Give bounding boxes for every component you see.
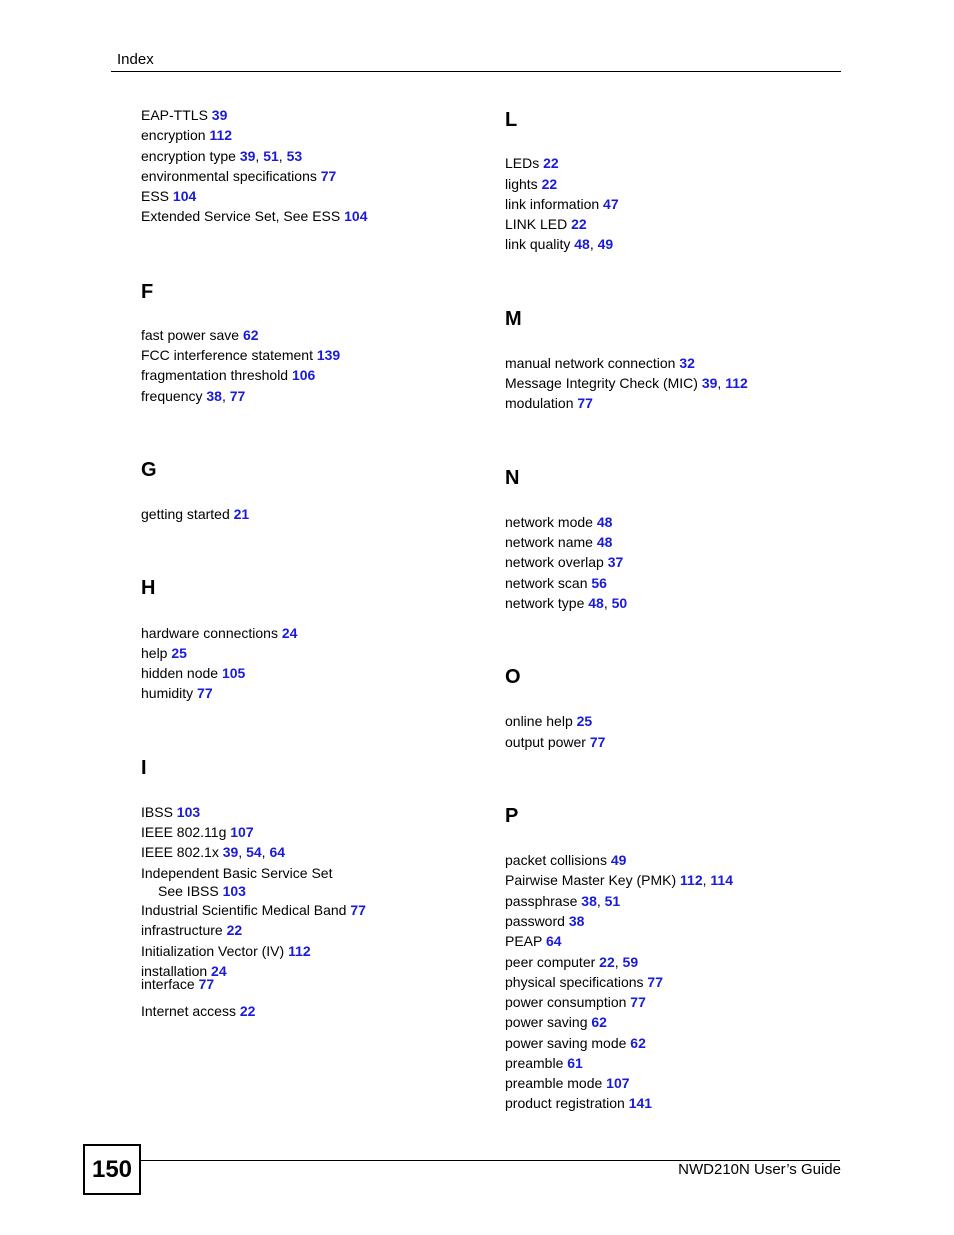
index-term: power saving mode: [505, 1035, 627, 1051]
page-reference-link[interactable]: 22: [541, 176, 558, 192]
index-entry: [505, 993, 646, 1011]
index-entry: [141, 823, 254, 841]
page-reference-link[interactable]: 77: [197, 685, 213, 701]
index-entry: passphrase 38, 51: [505, 893, 621, 909]
index-term: help: [141, 645, 168, 661]
index-term: LEDs: [505, 155, 540, 171]
index-letter-heading: F: [141, 281, 154, 303]
index-entry: [141, 1002, 255, 1020]
index-term: preamble: [505, 1055, 564, 1071]
index-term: hidden node: [141, 665, 219, 681]
page-reference-link[interactable]: 22: [571, 216, 587, 232]
index-term: power consumption: [505, 994, 627, 1010]
page-reference-link[interactable]: 104: [344, 208, 368, 224]
page-reference-link[interactable]: 38: [206, 388, 222, 404]
index-entry: peer computer 22, 59: [505, 954, 639, 970]
index-entry: frequency 38, 77: [141, 388, 246, 404]
index-term: network mode: [505, 514, 593, 530]
index-term: power saving: [505, 1014, 588, 1030]
index-term: link information: [505, 196, 600, 212]
index-term: network scan: [505, 575, 588, 591]
page-reference-link[interactable]: 39: [222, 844, 239, 860]
page-reference-link[interactable]: 107: [606, 1075, 630, 1091]
page-reference-link[interactable]: 64: [269, 844, 286, 860]
index-entry: [141, 346, 340, 364]
index-term: interface: [141, 976, 195, 992]
page-reference-link[interactable]: 105: [221, 665, 246, 681]
index-letter-heading: G: [141, 459, 157, 481]
index-term: FCC interference statement: [141, 347, 313, 363]
index-entry: [505, 175, 557, 193]
index-term: humidity: [141, 685, 194, 701]
page-reference-link[interactable]: 77: [229, 388, 246, 404]
index-term: encryption: [141, 127, 206, 143]
index-term: getting started: [141, 506, 230, 522]
page-reference-link[interactable]: 38: [568, 913, 585, 929]
page-reference-link[interactable]: 112: [725, 375, 748, 391]
page-reference-link[interactable]: 48: [574, 236, 590, 252]
index-letter-heading: I: [141, 757, 147, 779]
index-entry: Pairwise Master Key (PMK) 112, 114: [505, 872, 734, 888]
index-letter-heading: O: [505, 666, 521, 688]
index-entry: [141, 167, 336, 185]
page-reference-link[interactable]: 22: [543, 155, 559, 171]
index-entry: [505, 1094, 652, 1112]
page-reference-link[interactable]: 32: [679, 355, 695, 371]
page-reference-link[interactable]: 38: [581, 893, 597, 909]
page-reference-link[interactable]: 49: [597, 236, 614, 252]
index-entry: [505, 354, 695, 372]
page-reference-link[interactable]: 62: [591, 1014, 607, 1030]
index-term: Industrial Scientific Medical Band: [141, 902, 347, 918]
index-entry: [505, 195, 619, 213]
index-entry: [141, 684, 213, 702]
guide-title: NWD210N User’s Guide: [678, 1161, 841, 1178]
index-term: network type: [505, 595, 585, 611]
page-reference-link[interactable]: 77: [577, 395, 593, 411]
index-term: modulation: [505, 395, 574, 411]
page-reference-link[interactable]: 48: [596, 534, 613, 550]
index-subentry-term: See IBSS: [158, 883, 219, 899]
page-reference-link[interactable]: 24: [281, 625, 298, 641]
index-term: Initialization Vector (IV): [141, 943, 285, 959]
index-entry: network type 48, 50: [505, 595, 628, 611]
index-term: ESS: [141, 188, 170, 204]
index-term: installation: [141, 963, 208, 979]
index-term: IEEE 802.1x: [141, 844, 219, 860]
index-term: lights: [505, 176, 538, 192]
index-entry: [141, 975, 214, 993]
index-entry: [505, 851, 626, 869]
page-reference-link[interactable]: 49: [610, 852, 627, 868]
index-entry: link quality 48, 49: [505, 236, 614, 252]
index-entry: [505, 712, 592, 730]
index-entry: [141, 106, 227, 124]
page-reference-link[interactable]: 53: [286, 148, 303, 164]
index-term: encryption type: [141, 148, 236, 164]
index-term: Extended Service Set, See ESS: [141, 208, 341, 224]
page-reference-link[interactable]: 21: [233, 506, 250, 522]
page-reference-link[interactable]: 22: [599, 954, 615, 970]
index-entry: [505, 1074, 630, 1092]
index-entry: [141, 187, 196, 205]
index-term: password: [505, 913, 565, 929]
page-reference-link[interactable]: 56: [591, 575, 607, 591]
index-term: manual network connection: [505, 355, 676, 371]
index-entry: [141, 664, 245, 682]
page-reference-link[interactable]: 39: [239, 148, 256, 164]
index-term: IEEE 802.11g: [141, 824, 227, 840]
page-reference-link[interactable]: 62: [630, 1035, 646, 1051]
index-entry: Message Integrity Check (MIC) 39, 112: [505, 375, 748, 391]
index-entry: [505, 215, 587, 233]
index-term: preamble mode: [505, 1075, 603, 1091]
index-entry: [505, 513, 612, 531]
index-letter-heading: L: [505, 109, 518, 131]
index-entry: [505, 932, 562, 950]
page-reference-link[interactable]: 54: [246, 844, 262, 860]
page-reference-link[interactable]: 61: [567, 1055, 583, 1071]
page-reference-link[interactable]: 48: [588, 595, 604, 611]
page-reference-link[interactable]: 51: [263, 148, 279, 164]
index-term: online help: [505, 713, 573, 729]
index-letter-heading: N: [505, 467, 520, 489]
index-entry: IEEE 802.1x 39, 54, 64: [141, 844, 286, 860]
index-entry: [505, 394, 593, 412]
index-term: infrastructure: [141, 922, 223, 938]
index-letter-heading: H: [141, 577, 156, 599]
index-entry: [141, 803, 200, 821]
index-term: link quality: [505, 236, 571, 252]
index-term: fast power save: [141, 327, 240, 343]
page-reference-link[interactable]: 24: [211, 963, 227, 979]
page-reference-link[interactable]: 77: [647, 974, 663, 990]
page-reference-link[interactable]: 59: [622, 954, 639, 970]
page-reference-link[interactable]: 50: [611, 595, 628, 611]
page-reference-link[interactable]: 39: [211, 107, 228, 123]
index-entry: [505, 533, 612, 551]
index-term: environmental specifications: [141, 168, 317, 184]
index-entry: [505, 1054, 583, 1072]
index-entry: [505, 574, 607, 592]
page-reference-link[interactable]: 51: [604, 893, 621, 909]
page-reference-link[interactable]: 39: [701, 375, 718, 391]
page-reference-link[interactable]: 103: [176, 804, 201, 820]
index-term: Message Integrity Check (MIC): [505, 375, 698, 391]
page-reference-link[interactable]: 104: [172, 188, 197, 204]
page-reference-link[interactable]: 77: [630, 994, 646, 1010]
page-reference-link[interactable]: 141: [628, 1095, 653, 1111]
index-entry: [505, 1034, 646, 1052]
page-reference-link[interactable]: 112: [288, 943, 311, 959]
index-term: network overlap: [505, 554, 604, 570]
index-term: PEAP: [505, 933, 543, 949]
page-reference-link[interactable]: 103: [222, 883, 246, 899]
index-term: passphrase: [505, 893, 578, 909]
index-term: network name: [505, 534, 593, 550]
index-entry: [505, 912, 584, 930]
index-entry: [141, 942, 311, 960]
page-reference-link[interactable]: 106: [291, 367, 316, 383]
index-entry: [141, 901, 366, 919]
index-entry: [505, 1013, 607, 1031]
index-term: physical specifications: [505, 974, 644, 990]
index-term: Internet access: [141, 1003, 236, 1019]
header-rule: [111, 71, 841, 72]
index-entry: [141, 921, 242, 939]
index-entry: [141, 864, 332, 900]
index-term: frequency: [141, 388, 203, 404]
page-reference-link[interactable]: 107: [230, 824, 254, 840]
index-entry: [141, 326, 259, 344]
index-term: peer computer: [505, 954, 596, 970]
page-number: 150: [83, 1144, 141, 1195]
page-reference-link[interactable]: 25: [171, 645, 187, 661]
page-reference-link[interactable]: 77: [589, 734, 606, 750]
page-reference-link[interactable]: 22: [239, 1003, 256, 1019]
index-subentry: [141, 882, 332, 900]
page-reference-link[interactable]: 64: [546, 933, 562, 949]
index-term: EAP-TTLS: [141, 107, 208, 123]
index-term: hardware connections: [141, 625, 278, 641]
page-reference-link[interactable]: 47: [603, 196, 619, 212]
index-entry: [505, 553, 623, 571]
index-entry: [141, 505, 249, 523]
index-entry: [505, 154, 559, 172]
index-term: fragmentation threshold: [141, 367, 289, 383]
index-entry: [505, 733, 605, 751]
page-reference-link[interactable]: 22: [226, 922, 243, 938]
page-reference-link[interactable]: 37: [607, 554, 624, 570]
index-term: Pairwise Master Key (PMK): [505, 872, 677, 888]
page-reference-link[interactable]: 77: [198, 976, 215, 992]
page-reference-link[interactable]: 77: [350, 902, 366, 918]
index-term: Independent Basic Service Set: [141, 865, 333, 881]
page-reference-link[interactable]: 114: [710, 872, 734, 888]
index-term: product registration: [505, 1095, 625, 1111]
index-term: IBSS: [141, 804, 173, 820]
page-reference-link[interactable]: 48: [596, 514, 613, 530]
index-entry: [141, 126, 232, 144]
index-entry: [141, 644, 187, 662]
index-letter-heading: P: [505, 805, 519, 827]
index-entry: [141, 366, 315, 384]
index-entry: encryption type 39, 51, 53: [141, 148, 303, 164]
page-reference-link[interactable]: 112: [209, 127, 233, 143]
page-reference-link[interactable]: 62: [242, 327, 259, 343]
page-reference-link[interactable]: 77: [320, 168, 337, 184]
index-letter-heading: M: [505, 308, 522, 330]
index-term: LINK LED: [505, 216, 568, 232]
index-entry: [141, 207, 367, 225]
page-reference-link[interactable]: 112: [680, 872, 703, 888]
index-entry: [505, 973, 663, 991]
page-reference-link[interactable]: 139: [316, 347, 341, 363]
index-term: packet collisions: [505, 852, 607, 868]
index-entry: [141, 624, 297, 642]
index-term: output power: [505, 734, 586, 750]
running-header: Index: [117, 51, 154, 68]
page-reference-link[interactable]: 25: [576, 713, 593, 729]
